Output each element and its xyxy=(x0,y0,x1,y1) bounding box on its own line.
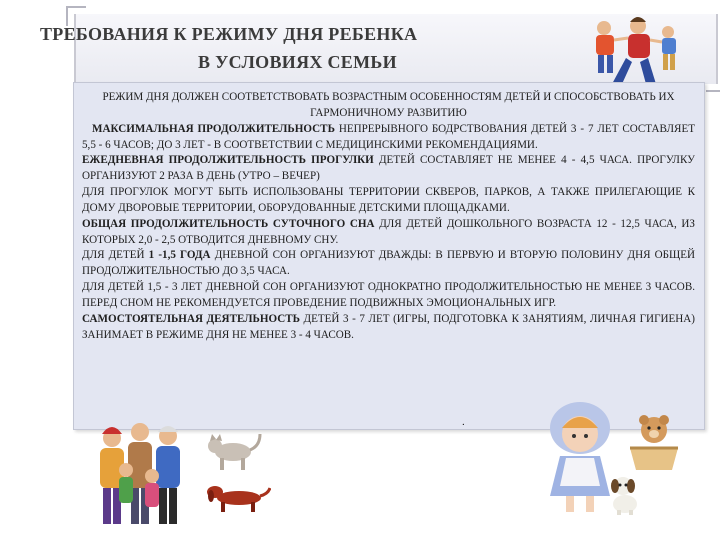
activity-heading: САМОСТОЯТЕЛЬНАЯ ДЕЯТЕЛЬНОСТЬ xyxy=(82,312,300,325)
wake-heading: МАКСИМАЛЬНАЯ ПРОДОЛЖИТЕЛЬНОСТЬ xyxy=(92,122,335,135)
intro-paragraph: РЕЖИМ ДНЯ ДОЛЖЕН СООТВЕТСТВОВАТЬ ВОЗРАСТНЫМ ОСОБЕННОСТЯМ ДЕТЕЙ И СПОСОБСТВОВАТЬ ИХ ГАРМОНИЧНОМУ РАЗВИТИЮ xyxy=(102,91,675,119)
walk-places-paragraph: ДЛЯ ПРОГУЛОК МОГУТ БЫТЬ ИСПОЛЬЗОВАНЫ ТЕРРИТОРИИ СКВЕРОВ, ПАРКОВ, А ТАКЖЕ ПРИЛЕГАЮЩИЕ К ДОМУ ДВОРОВЫЕ ТЕРРИТОРИИ, ОБОРУДОВАННЫЕ ДЕТСКИМИ ПЛОЩАДКАМИ. xyxy=(82,186,695,214)
puppy-illustration xyxy=(605,472,645,516)
activity-text: ДЕТЕЙ 3 - 7 ЛЕТ (ИГРЫ, ПОДГОТОВКА К ЗАНЯТИЯМ, ЛИЧНАЯ ГИГИЕНА) ЗАНИМАЕТ В РЕЖИМЕ ДНЯ НЕ МЕНЕЕ 3 - 4 ЧАСОВ. xyxy=(82,312,695,341)
sleep-young-paragraph xyxy=(82,248,695,280)
cat-illustration xyxy=(205,430,263,472)
walk-text: ДЕТЕЙ СОСТАВЛЯЕТ НЕ МЕНЕЕ 4 - 4,5 ЧАСА. ПРОГУЛКУ ОРГАНИЗУЮТ 2 РАЗА В ДЕНЬ (УТРО – ВЕЧЕР) xyxy=(82,154,695,183)
activity-paragraph xyxy=(82,312,695,344)
teddy-bear-illustration xyxy=(622,412,686,474)
walk-paragraph xyxy=(82,153,695,185)
sleep-young-prefix: ДЛЯ ДЕТЕЙ xyxy=(82,249,145,262)
trailing-mark: . xyxy=(462,416,465,428)
sleep-mid-paragraph: ДЛЯ ДЕТЕЙ 1,5 - 3 ЛЕТ ДНЕВНОЙ СОН ОРГАНИЗУЮТ ОДНОКРАТНО ПРОДОЛЖИТЕЛЬНОСТЬЮ НЕ МЕНЕЕ 3 ЧАСОВ. ПЕРЕД СНОМ НЕ РЕКОМЕНДУЕТСЯ ПРОВЕДЕНИЕ ПОДВИЖНЫХ ЭМОЦИОНАЛЬНЫХ ИГР. xyxy=(82,281,695,309)
wake-paragraph xyxy=(82,122,695,154)
walk-heading: ЕЖЕДНЕВНАЯ ПРОДОЛЖИТЕЛЬНОСТЬ ПРОГУЛКИ xyxy=(82,154,374,167)
content-panel xyxy=(73,82,705,430)
page-title-line-1: ТРЕБОВАНИЯ К РЕЖИМУ ДНЯ РЕБЕНКА xyxy=(40,24,418,44)
sleep-paragraph xyxy=(82,217,695,249)
sleep-young-age: 1 -1,5 ГОДА xyxy=(148,249,211,262)
wake-text: НЕПРЕРЫВНОГО БОДРСТВОВАНИЯ ДЕТЕЙ 3 - 7 ЛЕТ СОСТАВЛЯЕТ 5,5 - 6 ЧАСОВ; ДО 3 ЛЕТ - В СООТВЕТСТВИИ С МЕДИЦИНСКИМИ РЕКОМЕНДАЦИЯМИ. xyxy=(82,122,695,151)
dog-illustration xyxy=(205,480,271,516)
regime-text xyxy=(82,90,695,344)
sleep-text: ДЛЯ ДЕТЕЙ ДОШКОЛЬНОГО ВОЗРАСТА 12 - 12,5 ЧАСА, ИЗ КОТОРЫХ 2,0 - 2,5 ОТВОДИТСЯ ДНЕВНОМУ СНУ. xyxy=(82,217,695,246)
family-play-illustration xyxy=(576,14,686,88)
sleep-heading: ОБЩАЯ ПРОДОЛЖИТЕЛЬНОСТЬ СУТОЧНОГО СНА xyxy=(82,217,375,230)
page-title-line-2: В УСЛОВИЯХ СЕМЬИ xyxy=(198,52,397,72)
sleep-young-text: ДНЕВНОЙ СОН ОРГАНИЗУЮТ ДВАЖДЫ: В ПЕРВУЮ И ВТОРУЮ ПОЛОВИНУ ДНЯ ОБЩЕЙ ПРОДОЛЖИТЕЛЬНОСТЬЮ ДО 3,5 ЧАСА. xyxy=(82,249,695,278)
family-group-illustration xyxy=(94,418,194,528)
